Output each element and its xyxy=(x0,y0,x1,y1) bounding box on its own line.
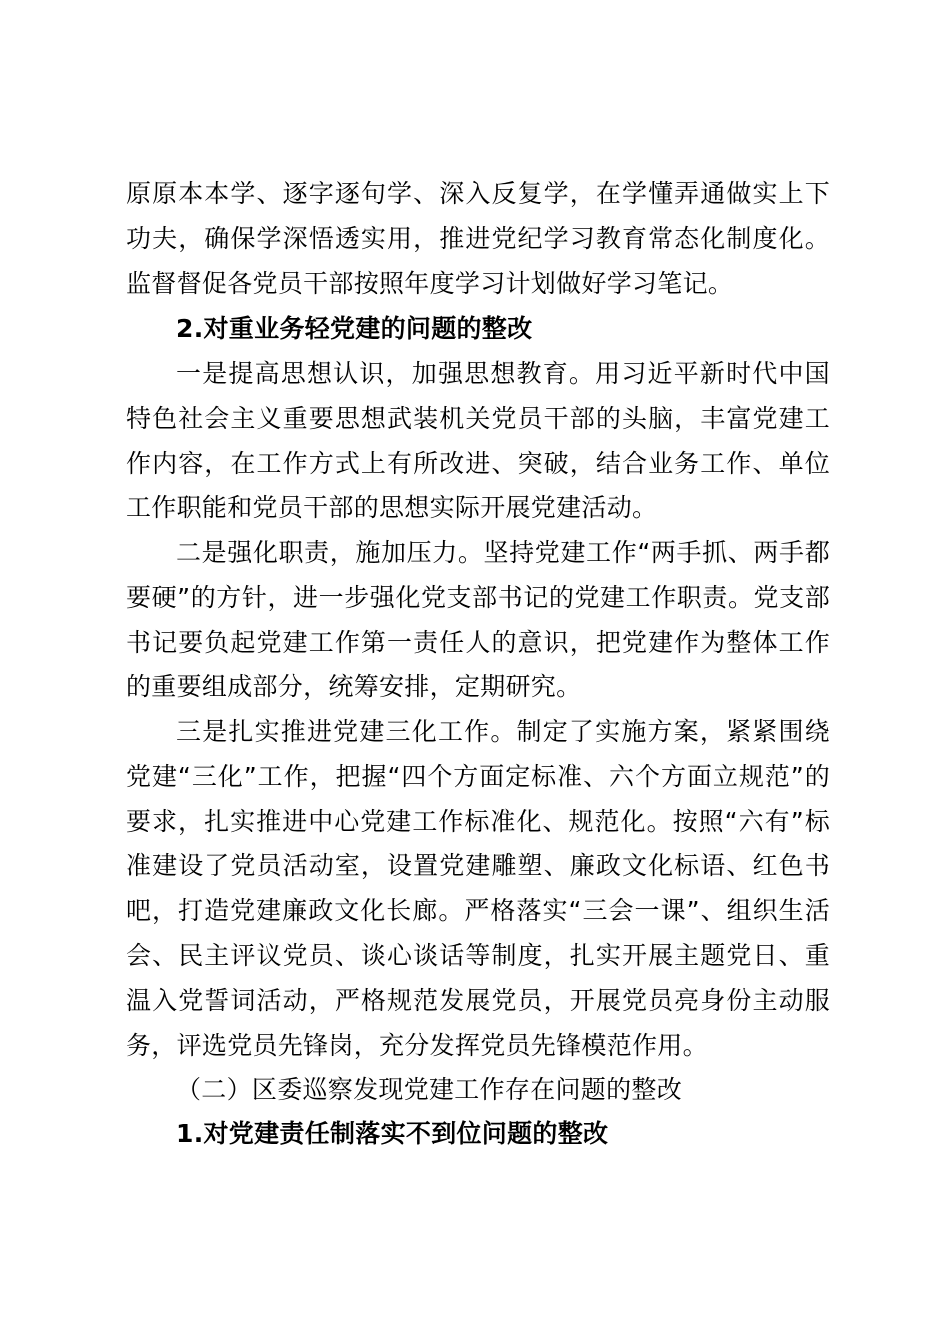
section-heading-1: 1.对党建责任制落实不到位问题的整改 xyxy=(176,1119,609,1148)
paragraph-intro: 原原本本学、逐字逐句学、深入反复学，在学懂弄通做实上下功夫，确保学深悟透实用，推进党纪学习教育常态化制度化。监督督促各党员干部按照年度学习计划做好学习笔记。 xyxy=(126,179,830,298)
paragraph-point-1: 一是提高思想认识，加强思想教育。用习近平新时代中国特色社会主义重要思想武装机关党员干部的头脑，丰富党建工作内容，在工作方式上有所改进、突破，结合业务工作、单位工作职能和党员干部的思想实际开展党建活动。 xyxy=(126,359,830,523)
section-heading-2: 2.对重业务轻党建的问题的整改 xyxy=(176,314,533,343)
paragraph-point-2: 二是强化职责，施加压力。坚持党建工作“两手抓、两手都要硬”的方针，进一步强化党支部书记的党建工作职责。党支部书记要负起党建工作第一责任人的意识，把党建作为整体工作的重要组成部分，统筹安排，定期研究。 xyxy=(126,538,830,702)
paragraph-point-3: 三是扎实推进党建三化工作。制定了实施方案，紧紧围绕党建“三化”工作，把握“四个方面定标准、六个方面立规范”的要求，扎实推进中心党建工作标准化、规范化。按照“六有”标准建设了党员活动室，设置党建雕塑、廉政文化标语、红色书吧，打造党建廉政文化长廊。严格落实“三会一课”、组织生活会、民主评议党员、谈心谈话等制度，扎实开展主题党日、重温入党誓词活动，严格规范发展党员，开展党员亮身份主动服务，评选党员先锋岗，充分发挥党员先锋模范作用。 xyxy=(126,717,830,1060)
subsection-heading: （二）区委巡察发现党建工作存在问题的整改 xyxy=(176,1075,683,1104)
